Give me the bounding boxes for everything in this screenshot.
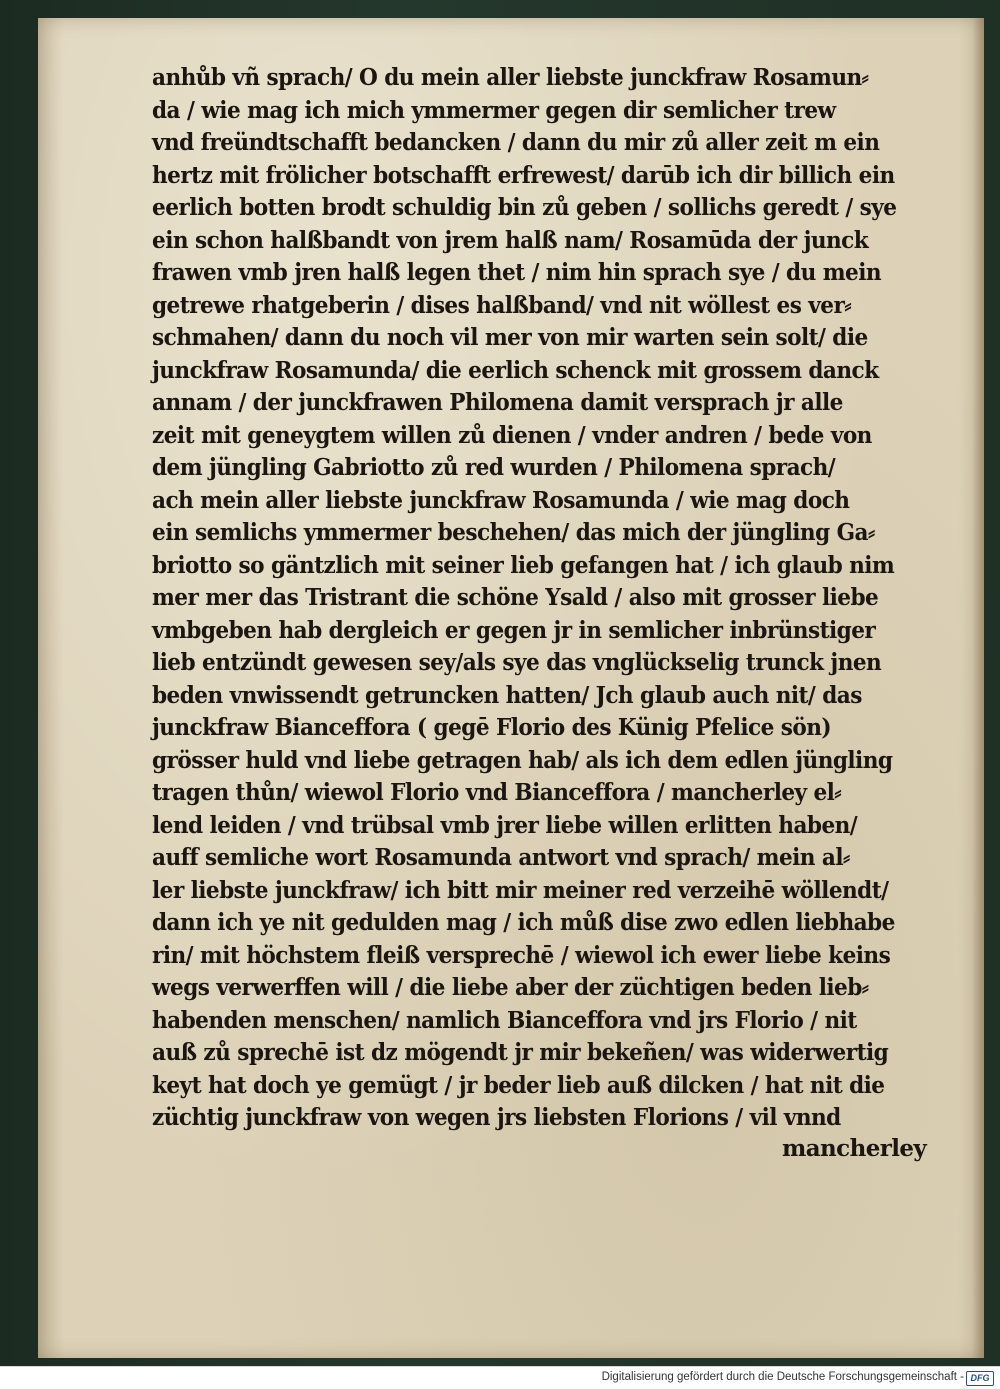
text-line: auß zů sprechē ist dz mögendt jr mir bekeñen/ was widerwertig [152, 1039, 889, 1066]
text-line: mer mer das Tristrant die schöne Ysald / also mit grosser liebe [152, 584, 879, 611]
text-line: briotto so gäntzlich mit seiner lieb gefangen hat / ich glaub nim [152, 551, 895, 579]
text-line: grösser huld vnd liebe getragen hab/ als ich dem edlen jüngling [152, 746, 893, 774]
text-line: rin/ mit höchstem fleiß versprechē / wiewol ich ewer liebe keins [152, 941, 891, 969]
text-line: dem jüngling Gabriotto zů red wurden / Philomena sprach/ [152, 454, 836, 481]
text-line: eerlich botten brodt schuldig bin zů geben / sollichs geredt / sye [152, 194, 897, 221]
page-edge [972, 18, 984, 1358]
text-line: junckfraw Rosamunda/ die eerlich schenck mit grossem danck [152, 356, 879, 384]
text-line: ler liebste junckfraw/ ich bitt mir meiner red verzeihē wöllendt/ [152, 876, 889, 904]
text-line: lieb entzündt gewesen sey/als sye das vnglückselig trunck jnen [152, 649, 882, 676]
text-line: züchtig junckfraw von wegen jrs liebsten Florions / vil vnnd [152, 1104, 841, 1131]
text-line: ach mein aller liebste junckfraw Rosamunda / wie mag doch [152, 486, 850, 514]
text-line: lend leiden / vnd trübsal vmb jrer liebe willen erlitten haben/ [152, 811, 858, 839]
catchword: mancherley [782, 1135, 927, 1162]
text-block [152, 62, 947, 1135]
text-line: annam / der junckfrawen Philomena damit versprach jr alle [152, 389, 843, 416]
text-line: junckfraw Bianceffora ( gegē Florio des Künig Pfelice sön) [152, 714, 832, 741]
text-line: da / wie mag ich mich ymmermer gegen dir semlicher trew [152, 96, 836, 124]
text-line: zeit mit geneygtem willen zů dienen / vnder andren / bede von [152, 421, 872, 449]
text-line: auff semliche wort Rosamunda antwort vnd sprach/ mein al⸗ [152, 844, 850, 871]
text-line: vmbgeben hab dergleich er gegen jr in semlicher inbrünstiger [152, 616, 876, 644]
text-line: schmahen/ dann du noch vil mer von mir warten sein solt/ die [152, 324, 868, 351]
funding-notice: Digitalisierung gefördert durch die Deutsche Forschungsgemeinschaft - [601, 1371, 964, 1383]
text-line: ein schon halßbandt von jrem halß nam/ Rosamūda der junck [152, 226, 869, 254]
text-line: habenden menschen/ namlich Bianceffora vnd jrs Florio / nit [152, 1006, 857, 1034]
text-line: keyt hat doch ye gemügt / jr beder lieb auß dilcken / hat nit die [152, 1071, 885, 1099]
text-line: wegs verwerffen will / die liebe aber der züchtigen beden lieb⸗ [152, 974, 869, 1001]
text-line: hertz mit frölicher botschafft erfrewest/ darūb ich dir billich ein [152, 161, 895, 189]
text-line: beden vnwissendt getruncken hatten/ Jch glaub auch nit/ das [152, 681, 862, 709]
footer-bar [0, 1366, 1000, 1389]
dfg-logo-icon: DFG [966, 1371, 994, 1386]
text-line: ein semlichs ymmermer beschehen/ das mich der jüngling Ga⸗ [152, 519, 875, 546]
text-line: tragen thůn/ wiewol Florio vnd Bianceffora / mancherley el⸗ [152, 779, 841, 806]
text-line: vnd freündtschafft bedancken / dann du mir zů aller zeit m ein [152, 129, 880, 156]
text-line: getrewe rhatgeberin / dises halßband/ vnd nit wöllest es ver⸗ [152, 291, 851, 319]
text-line: frawen vmb jren halß legen thet / nim hin sprach sye / du mein [152, 259, 881, 286]
text-line: dann ich ye nit gedulden mag / ich můß dise zwo edlen liebhabe [152, 909, 895, 936]
text-line: anhůb vñ sprach/ O du mein aller liebste junckfraw Rosamun⸗ [152, 64, 869, 91]
